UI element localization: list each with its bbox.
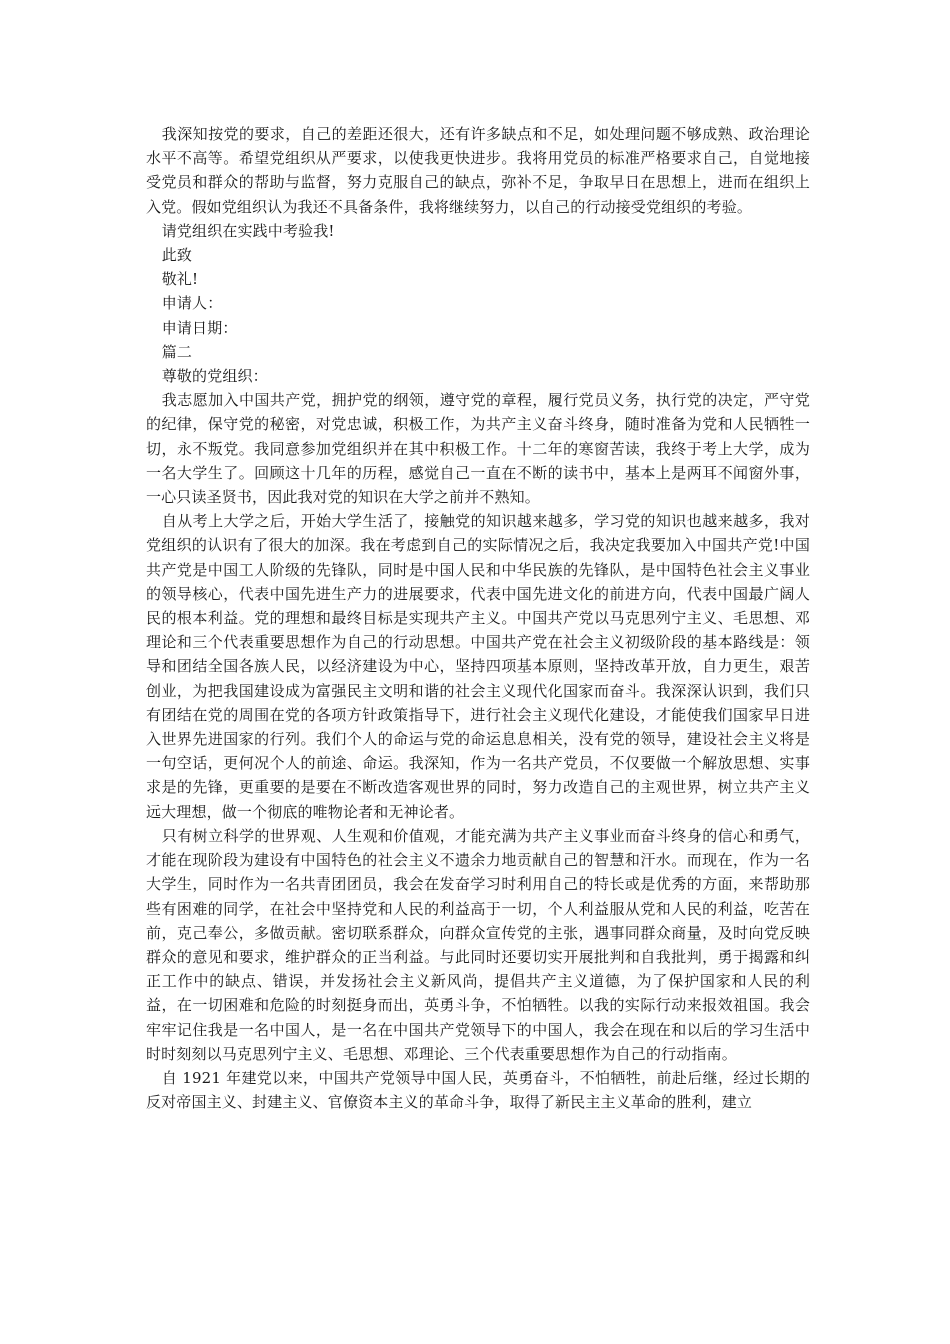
paragraph-pledge: 我志愿加入中国共产党，拥护党的纲领，遵守党的章程，履行党员义务，执行党的决定，严守党的纪律，保守党的秘密，对党忠诚，积极工作，为共产主义奋斗终身，随时准备为党和人民牺牲一切，永不叛党。我同意参加党组织并在其中积极工作。十二年的寒窗苦读，我终于考上大学，成为一名大学生了。回顾这十几年的历程，感觉自己一直在不断的读书中，基本上是两耳不闻窗外事，一心只读圣贤书，因此我对党的知识在大学之前并不熟知。 — [146, 391, 810, 507]
document-page — [146, 122, 810, 1114]
paragraph-university-understanding: 自从考上大学之后，开始大学生活了，接触党的知识越来越多，学习党的知识也越来越多，我对党组织的认识有了很大的加深。我在考虑到自己的实际情况之后，我决定我要加入中国共产党!中国共产党是中国工人阶级的先锋队，同时是中国人民和中华民族的先锋队，是中国特色社会主义事业的领导核心，代表中国先进生产力的进展要求，代表中国先进文化的前进方向，代表中国最广阔人民的根本利益。党的理想和最终目标是实现共产主义。中国共产党以马克思列宁主义、毛思想、邓理论和三个代表重要思想作为自己的行动思想。中国共产党在社会主义初级阶段的基本路线是：领导和团结全国各族人民，以经济建设为中心，坚持四项基本原则，坚持改革开放，自力更生，艰苦创业，为把我国建设成为富强民主文明和谐的社会主义现代化国家而奋斗。我深深认识到，我们只有团结在党的周围在党的各项方针政策指导下，进行社会主义现代化建设，才能使我们国家早日进入世界先进国家的行列。我们个人的命运与党的命运息息相关，没有党的领导，建设社会主义将是一句空话，更何况个人的前途、命运。我深知，作为一名共产党员，不仅要做一个解放思想、实事求是的先锋，更重要的是要在不断改造客观世界的同时，努力改造自己的主观世界，树立共产主义远大理想，做一个彻底的唯物论者和无神论者。 — [146, 512, 810, 821]
section-heading-part-two: 篇二 — [161, 342, 193, 361]
line-application-date: 申请日期： — [161, 318, 238, 337]
line-test-me: 请党组织在实践中考验我! — [161, 221, 335, 240]
paragraph-self-assessment: 我深知按党的要求，自己的差距还很大，还有许多缺点和不足，如处理问题不够成熟、政治理论水平不高等。希望党组织从严要求，以使我更快进步。我将用党员的标准严格要求自己，自觉地接受党员和群众的帮助与监督，努力克服自己的缺点，弥补不足，争取早日在思想上，进而在组织上入党。假如党组织认为我还不具备条件，我将继续努力，以自己的行动接受党组织的考验。 — [146, 125, 810, 216]
paragraph-worldview: 只有树立科学的世界观、人生观和价值观，才能充满为共产主义事业而奋斗终身的信心和勇气，才能在现阶段为建设有中国特色的社会主义不遗余力地贡献自己的智慧和汗水。而现在，作为一名大学生，同时作为一名共青团团员，我会在发奋学习时利用自己的特长或是优秀的方面，来帮助那些有困难的同学，在社会中坚持党和人民的利益高于一切，个人利益服从党和人民的利益，吃苦在前，克己奉公，多做贡献。密切联系群众，向群众宣传党的主张，遇事同群众商量，及时向党反映群众的意见和要求，维护群众的正当利益。与此同时还要切实开展批判和自我批判，勇于揭露和纠正工作中的缺点、错误，并发扬社会主义新风尚，提倡共产主义道德，为了保护国家和人民的利益，在一切困难和危险的时刻挺身而出，英勇斗争，不怕牺牲。以我的实际行动来报效祖国。我会牢牢记住我是一名中国人，是一名在中国共产党领导下的中国人，我会在现在和以后的学习生活中时时刻刻以马克思列宁主义、毛思想、邓理论、三个代表重要思想作为自己的行动指南。 — [146, 826, 810, 1063]
line-applicant: 申请人： — [161, 294, 223, 313]
line-closing-jingli: 敬礼! — [161, 270, 199, 289]
salutation: 尊敬的党组织： — [161, 367, 268, 386]
line-closing-cizhi: 此致 — [161, 246, 193, 265]
paragraph-history: 自 1921 年建党以来，中国共产党领导中国人民，英勇奋斗，不怕牺牲，前赴后继，经过长期的反对帝国主义、封建主义、官僚资本主义的革命斗争，取得了新民主主义革命的胜利，建立 — [146, 1068, 810, 1112]
